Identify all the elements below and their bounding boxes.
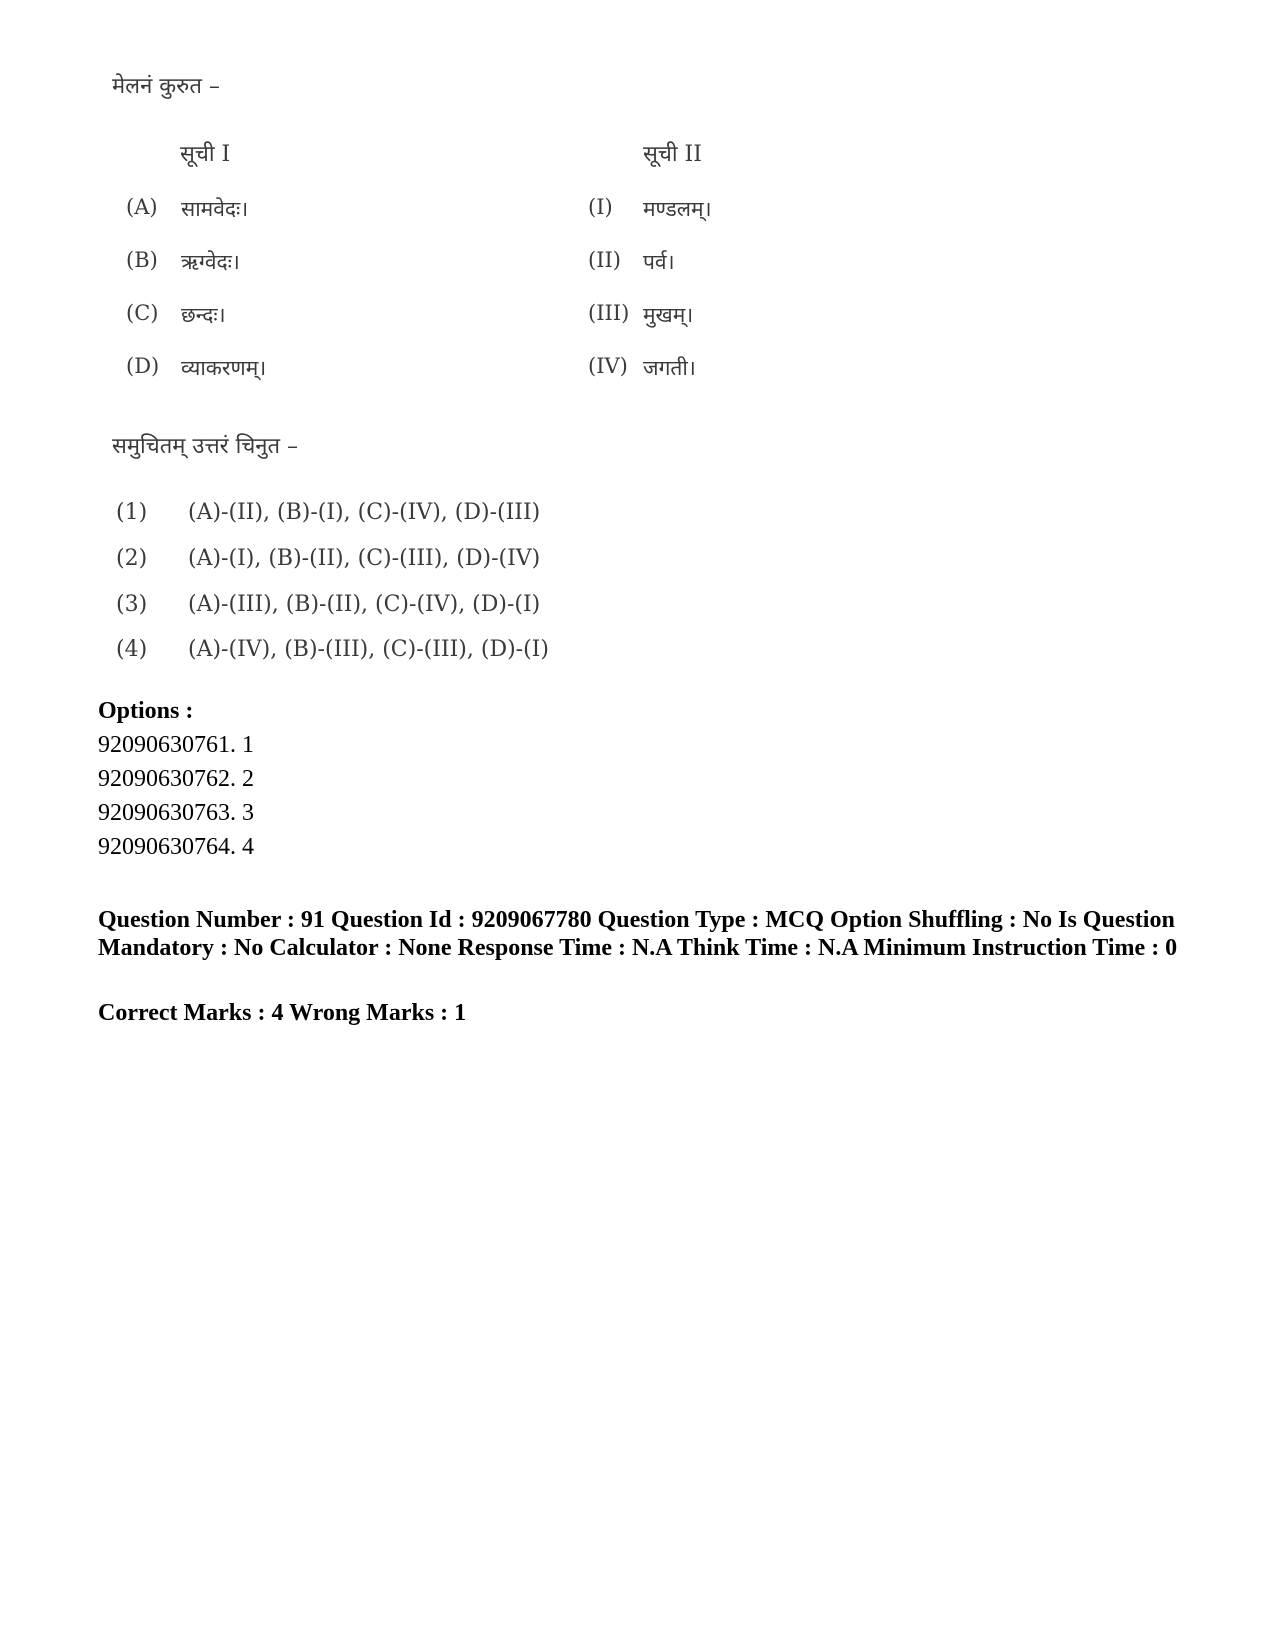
list2-item-label: (I) (588, 195, 613, 219)
option-item: 92090630761. 1 (98, 732, 254, 758)
question-meta: Question Number : 91 Question Id : 9209067780 Question Type : MCQ Option Shuffling : No Is Question Mandatory : No Calculator : None Response Time : N.A Think Time : N.A Minimum Instruction Time : 0 (98, 907, 1178, 961)
answer-choice-number: (2) (116, 546, 148, 571)
list2-heading: सूची II (643, 142, 702, 167)
answer-choice-number: (4) (116, 637, 148, 662)
list1-heading: सूची I (180, 142, 231, 167)
list2-item-text: जगती। (643, 356, 696, 380)
list1-item-label: (C) (126, 301, 159, 325)
question-marks: Correct Marks : 4 Wrong Marks : 1 (98, 1000, 467, 1026)
list1-item-text: छन्दः। (181, 303, 226, 327)
match-instruction: मेलनं कुरुत – (112, 74, 220, 99)
answer-choice-text: (A)-(III), (B)-(II), (C)-(IV), (D)-(I) (188, 592, 541, 617)
list1-item-label: (D) (126, 354, 160, 378)
answer-choice-text: (A)-(II), (B)-(I), (C)-(IV), (D)-(III) (188, 500, 541, 525)
list2-item-label: (IV) (588, 354, 628, 378)
list1-item-text: व्याकरणम्। (181, 356, 267, 380)
list2-item-label: (II) (588, 248, 621, 272)
list1-item-text: ऋग्वेदः। (181, 250, 240, 274)
answer-choice-text: (A)-(IV), (B)-(III), (C)-(III), (D)-(I) (188, 637, 549, 662)
list2-item-text: मुखम्। (643, 303, 694, 327)
list2-item-label: (III) (588, 301, 630, 325)
answer-choice-number: (3) (116, 592, 148, 617)
list1-item-label: (B) (126, 248, 158, 272)
answer-choice-number: (1) (116, 500, 148, 525)
option-item: 92090630762. 2 (98, 766, 254, 792)
option-item: 92090630763. 3 (98, 800, 254, 826)
choose-prompt: समुचितम् उत्तरं चिनुत – (112, 434, 299, 459)
list2-item-text: पर्व। (643, 250, 675, 274)
options-title: Options : (98, 698, 194, 724)
list1-item-label: (A) (126, 195, 158, 219)
answer-choice-text: (A)-(I), (B)-(II), (C)-(III), (D)-(IV) (188, 546, 541, 571)
list1-item-text: सामवेदः। (181, 197, 249, 221)
option-item: 92090630764. 4 (98, 834, 254, 860)
list2-item-text: मण्डलम्। (643, 197, 712, 221)
